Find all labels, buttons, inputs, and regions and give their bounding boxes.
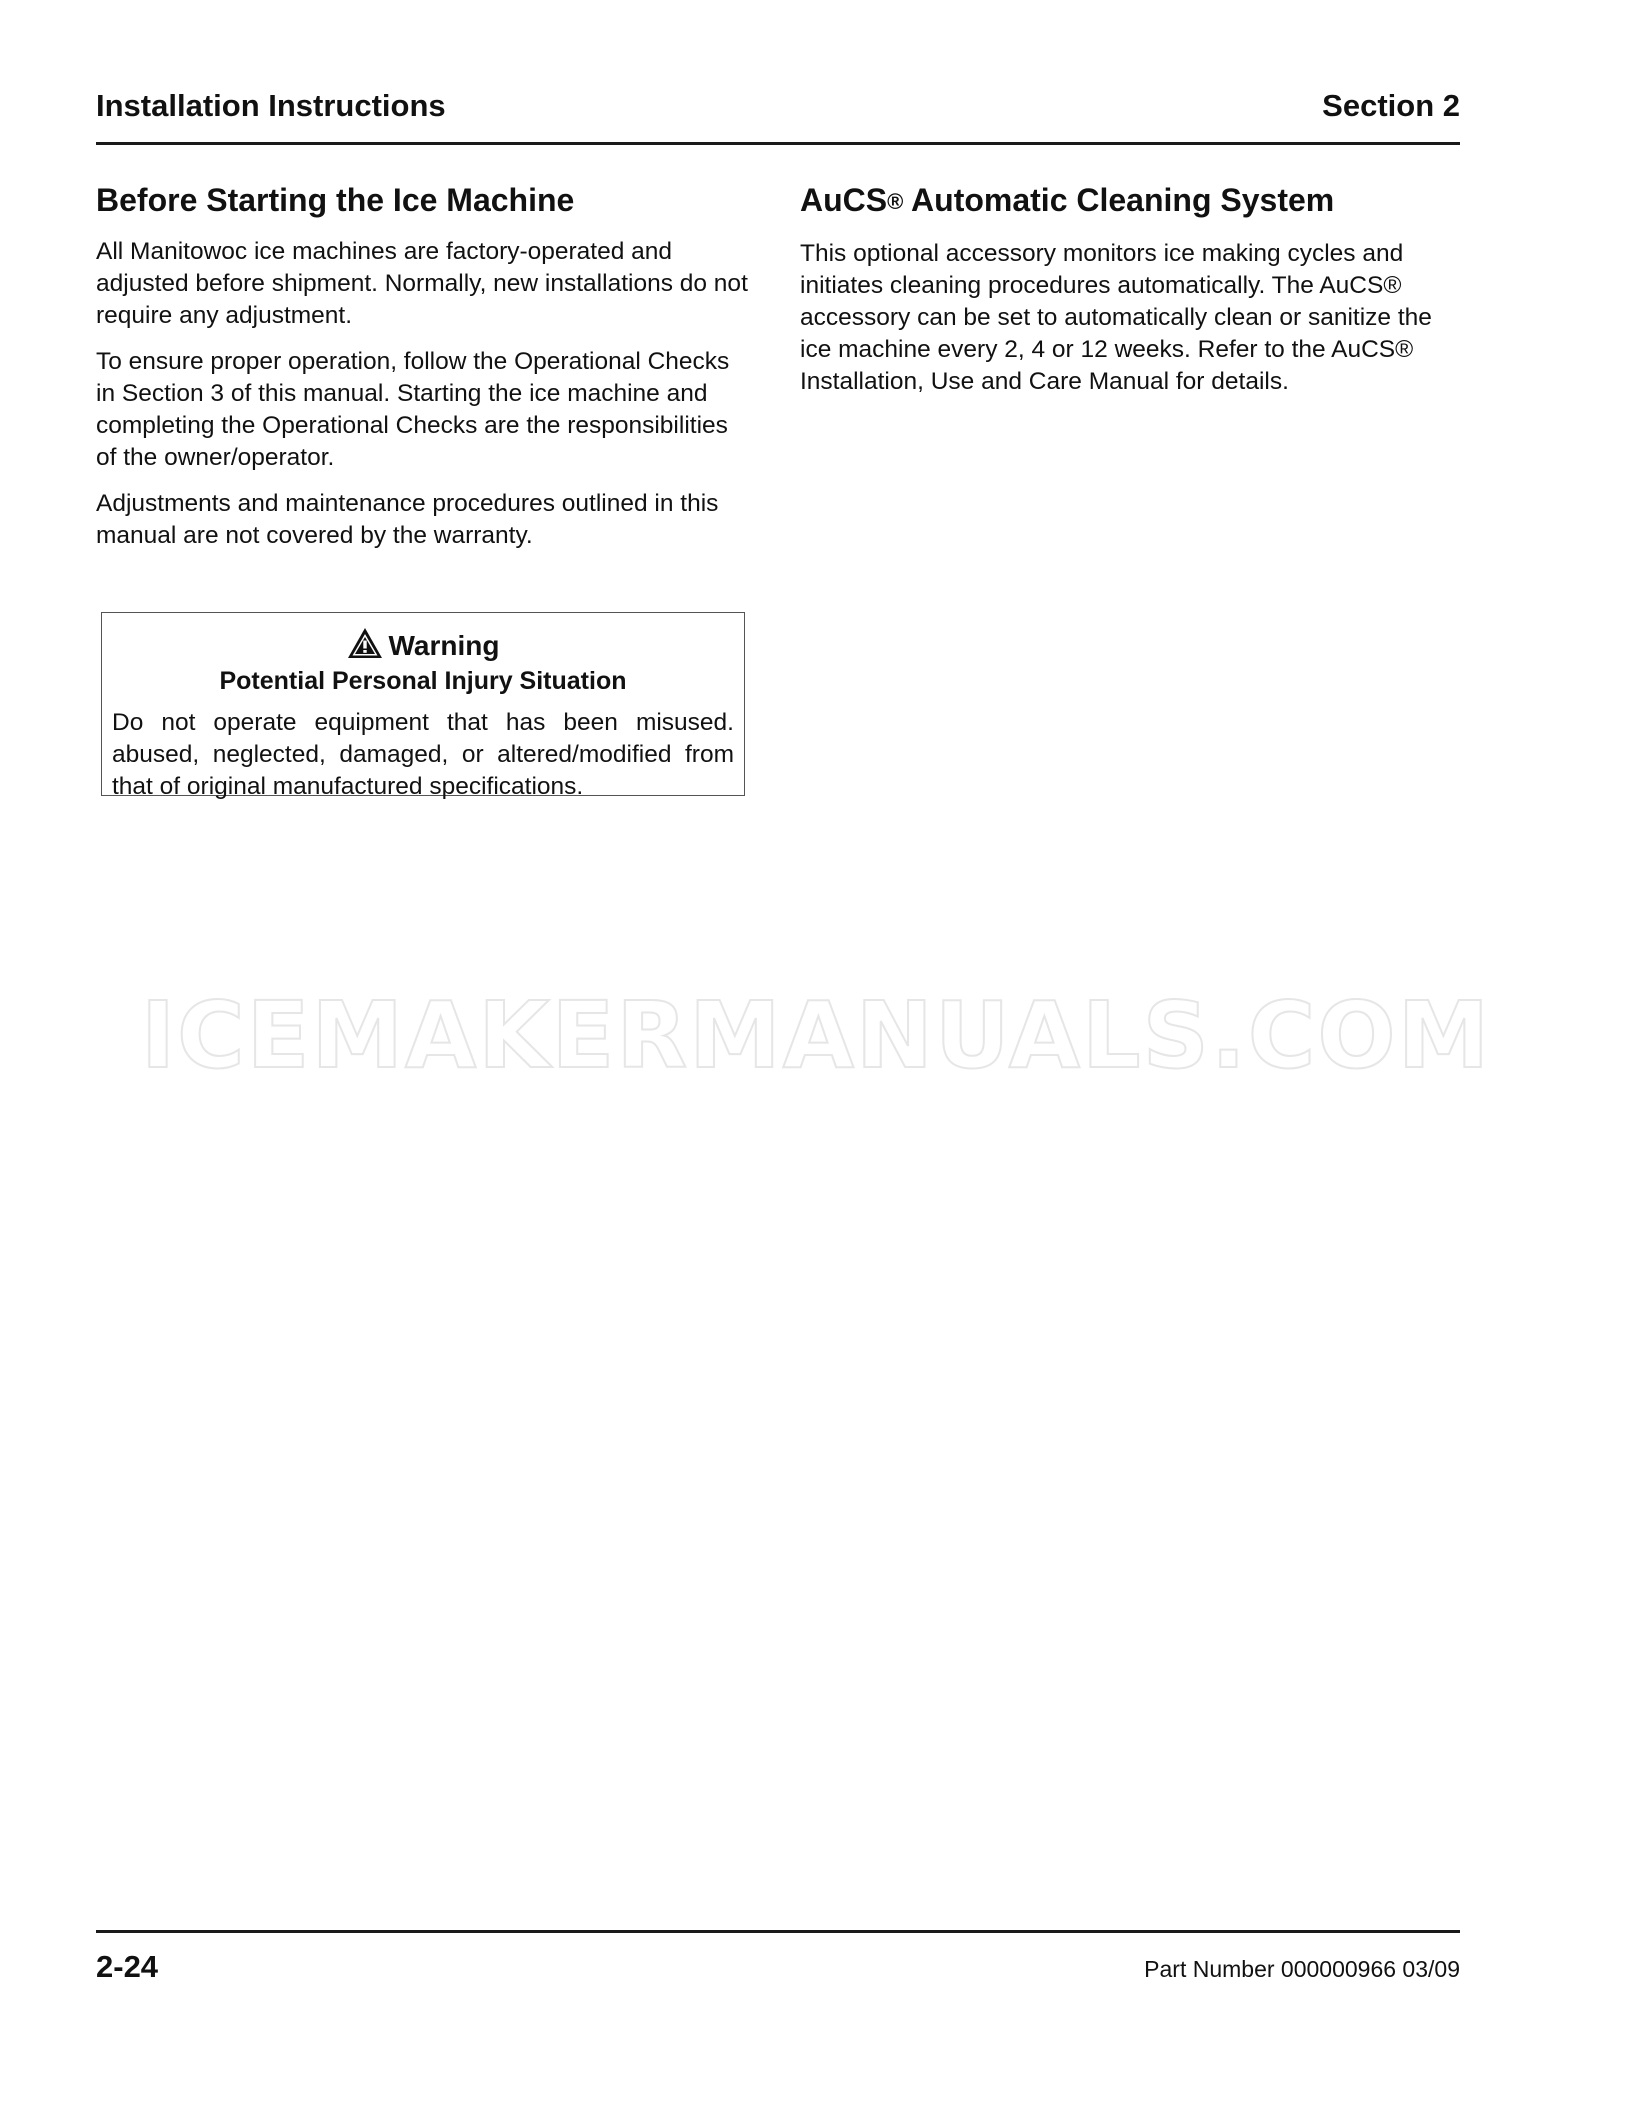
right-paragraph-1: This optional accessory monitors ice making cycles and initiates cleaning procedures automatically. The AuCS® accessory can be set to automatically clean or sanitize the ice machine every 2, 4 or 12 weeks. Refer to the AuCS® Installation, Use and Care Manual for details.: [800, 240, 1432, 395]
registered-mark: ®: [887, 189, 904, 214]
left-heading: Before Starting the Ice Machine: [96, 182, 575, 218]
right-heading-main: AuCS: [800, 182, 888, 218]
warning-subtitle: Potential Personal Injury Situation: [219, 667, 627, 695]
warning-body: Do not operate equipment that has been misused. abused, neglected, damaged, or altered/modified from that of original manufactured specifications.: [112, 709, 734, 800]
right-heading-rest: Automatic Cleaning System: [903, 182, 1335, 218]
warning-title-row: [102, 627, 744, 663]
left-column: [96, 178, 750, 566]
header-title: Installation Instructions: [96, 88, 446, 123]
page-header: [96, 86, 1460, 145]
warning-triangle-icon: [347, 627, 383, 659]
warning-title: Warning: [388, 630, 500, 661]
page-footer: [96, 1930, 1460, 1993]
header-section: Section 2: [1322, 88, 1460, 123]
watermark: ICEMAKERMANUALS.COM: [140, 982, 1492, 1089]
warning-box: [101, 612, 745, 800]
left-paragraph-3: Adjustments and maintenance procedures outlined in this manual are not covered by the warranty.: [96, 490, 719, 549]
part-number: Part Number 000000966 03/09: [1144, 1956, 1460, 1982]
page-number: 2-24: [96, 1949, 159, 1984]
right-column: [800, 178, 1460, 412]
left-paragraph-2: To ensure proper operation, follow the Operational Checks in Section 3 of this manual. Starting the ice machine and completing the Operational Checks are the responsibilities of the owner/operator.: [96, 348, 730, 471]
right-heading: [800, 178, 1460, 224]
left-paragraph-1: All Manitowoc ice machines are factory-operated and adjusted before shipment. Normally, new installations do not require any adjustment.: [96, 238, 748, 329]
